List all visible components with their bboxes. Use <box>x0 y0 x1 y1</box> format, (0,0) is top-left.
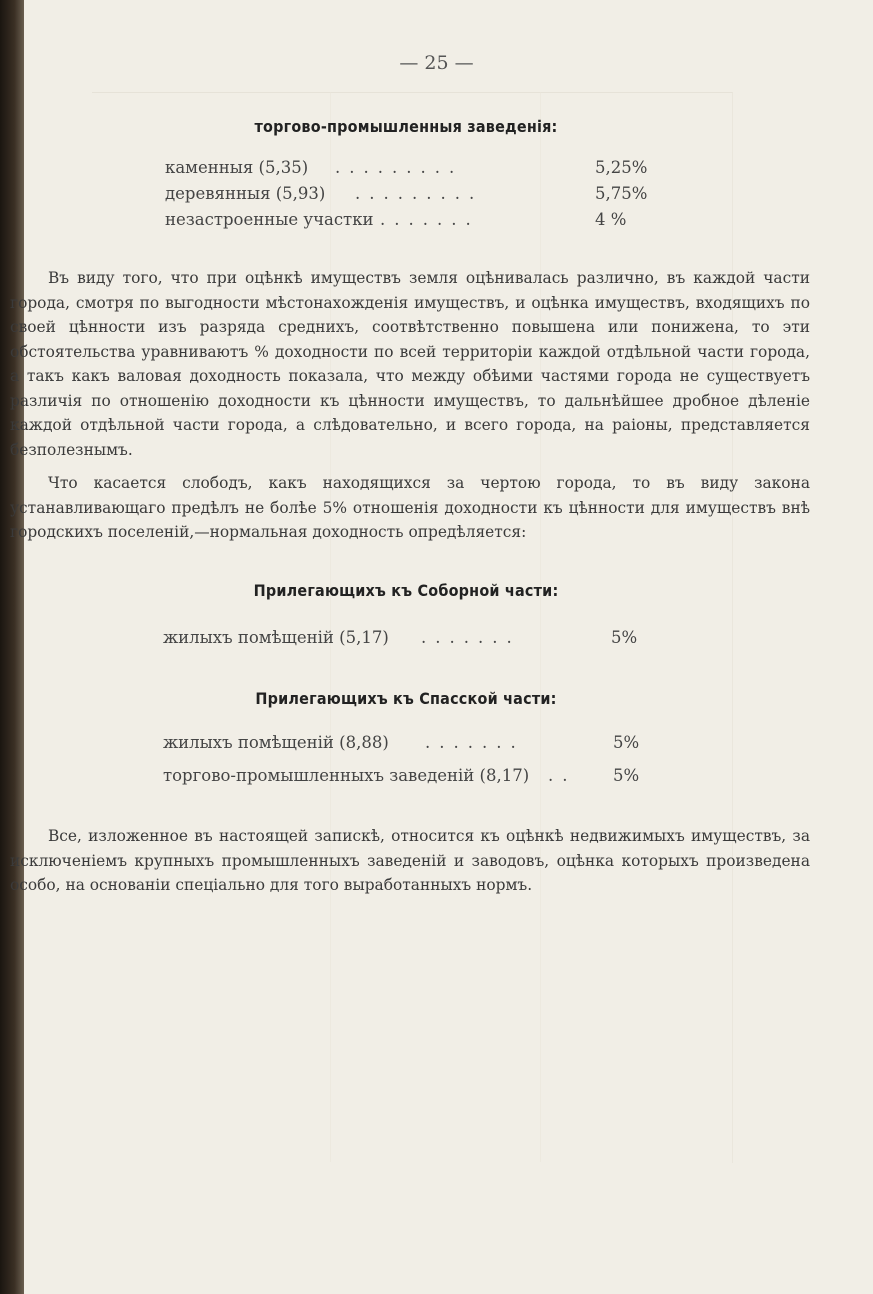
leader-dots: ....... <box>421 628 521 647</box>
leader-dots: ....... <box>425 733 525 752</box>
leader-dots: .. <box>548 766 577 785</box>
leader-dots: ......... <box>355 184 484 203</box>
rate-value: 5,25% <box>595 158 648 177</box>
rate-value: 5% <box>613 733 640 752</box>
rate-label: жилыхъ помѣщеній (8,88) <box>163 733 389 752</box>
rate-label: каменныя (5,35) <box>165 158 309 177</box>
section-heading-spasskaya: Прилегающихъ къ Спасской части: <box>255 689 557 708</box>
rate-value: 4 % <box>595 210 627 229</box>
bleed-through-column-line <box>540 92 541 1162</box>
rate-label: торгово-промышленныхъ заведеній (8,17) <box>163 766 530 785</box>
rate-label: деревянныя (5,93) <box>165 184 326 203</box>
rate-value: 5% <box>613 766 640 785</box>
leader-dots: ......... <box>335 158 464 177</box>
section-heading-trade-industrial: торгово-промышленныя заведенія: <box>254 117 558 136</box>
book-binding-edge <box>0 0 24 1294</box>
rate-value: 5,75% <box>595 184 648 203</box>
bleed-through-column-line <box>330 92 331 1162</box>
paragraph-closing-note: Все, изложенное въ настоящей запискѣ, относится къ оцѣнкѣ недвижимыхъ имуществъ, за исключеніемъ крупныхъ промышленныхъ заведеній и заводовъ, оцѣнка которыхъ произведена особо, на основаніи спеціально для того выработанныхъ нормъ. <box>10 827 810 894</box>
section-heading-sobornaya: Прилегающихъ къ Соборной части: <box>253 581 559 600</box>
rate-label: незастроенные участки <box>165 210 374 229</box>
rate-label: жилыхъ помѣщеній (5,17) <box>163 628 389 647</box>
page-number: — 25 — <box>399 52 474 74</box>
paragraph-suburbs: Что касается слободъ, какъ находящихся за чертою города, то въ виду закона устанавливающаго предѣлъ не болѣе 5% отношенія доходности къ цѣнности для имуществъ внѣ городскихъ поселеній,—нормальная доходность опредѣляется: <box>10 474 810 541</box>
leader-dots: ....... <box>380 210 480 229</box>
rate-value: 5% <box>611 628 638 647</box>
paragraph-land-valuation: Въ виду того, что при оцѣнкѣ имуществъ земля оцѣнивалась различно, въ каждой части города, смотря по выгодности мѣстонахожденія имуществъ, и оцѣнка имуществъ, входящихъ по своей цѣнности изъ разряда среднихъ, соотвѣтственно повышена или понижена, то эти обстоятельства уравниваютъ % доходности по всей территоріи каждой отдѣльной части города, а такъ какъ валовая доходность показала, что между обѣими частями города не существуетъ различія по отношенію доходности къ цѣнности имуществъ, то дальнѣйшее дробное дѣленіе каждой отдѣльной части города, а слѣдовательно, и всего города, на раіоны, представляется безполезнымъ. <box>10 269 810 459</box>
